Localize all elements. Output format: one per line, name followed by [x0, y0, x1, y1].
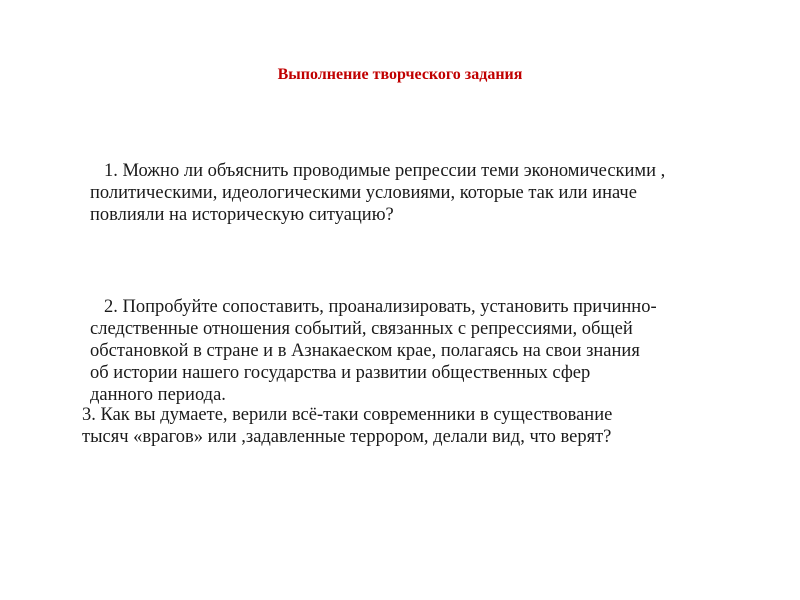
question-1: [90, 160, 780, 226]
question-1-line: 1. Можно ли объяснить проводимые репрессии теми экономическими ,: [104, 161, 666, 181]
question-2-line: следственные отношения событий, связанных с репрессиями, общей: [90, 319, 633, 339]
question-1-line: политическими, идеологическими условиями, которые так или иначе: [90, 183, 637, 203]
slide-title: Выполнение творческого задания: [277, 66, 523, 83]
question-2-line: об истории нашего государства и развитии общественных сфер: [90, 363, 591, 383]
question-2-line: обстановкой в стране и в Азнакаеском крае, полагаясь на свои знания: [90, 341, 640, 361]
question-2: [90, 296, 780, 406]
question-2-line: данного периода.: [90, 385, 226, 405]
question-3-line: тысяч «врагов» или ,задавленные террором, делали вид, что верят?: [82, 427, 612, 447]
question-3-line: 3. Как вы думаете, верили всё-таки современники в существование: [82, 405, 613, 425]
question-3: [82, 404, 772, 448]
question-2-line: 2. Попробуйте сопоставить, проанализировать, установить причинно-: [104, 297, 657, 317]
question-1-line: повлияли на историческую ситуацию?: [90, 205, 394, 225]
